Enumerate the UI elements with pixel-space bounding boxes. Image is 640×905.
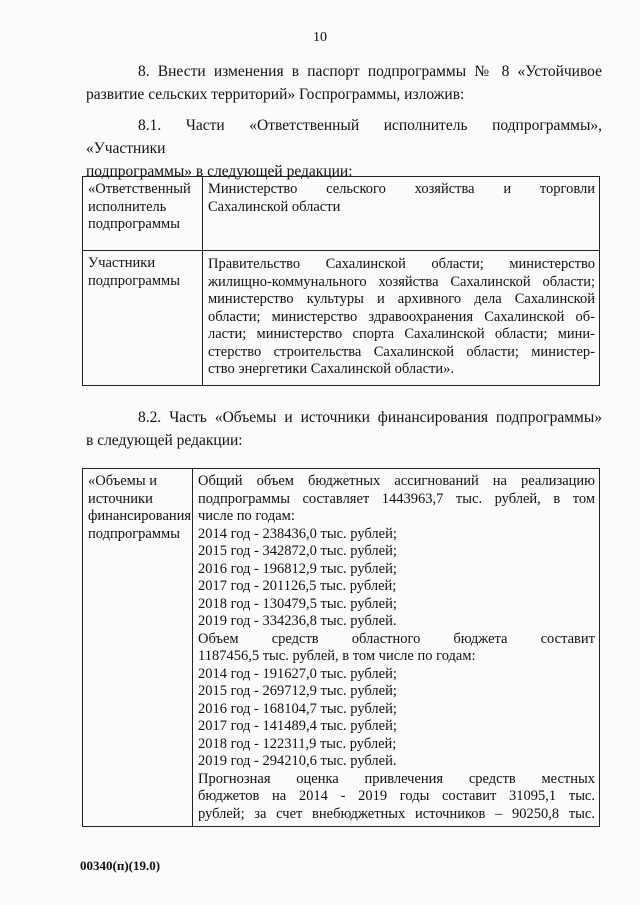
year-regional-line: 2015 год - 269712,9 тыс. рублей; <box>198 683 397 699</box>
cell-line: Общий объем бюджетных ассигнований на реализацию <box>198 473 595 489</box>
cell-line: ласти; министерство спорта Сахалинской области; мини- <box>208 326 595 342</box>
cell-line: Сахалинской области <box>208 198 341 215</box>
page-number: 10 <box>313 30 327 45</box>
year-regional-line: 2014 год - 191627,0 тыс. рублей; <box>198 665 397 682</box>
cell-line: Объем средств областного бюджета составит <box>198 630 595 647</box>
paragraph-line: 8. Внести изменения в паспорт подпрограммы № 8 «Устойчивое <box>138 63 602 80</box>
year-regional-line: 2016 год - 168104,7 тыс. рублей; <box>198 700 397 717</box>
cell-value <box>203 177 600 251</box>
cell-line: 1187456,5 тыс. рублей, в том числе по годам: <box>198 648 476 664</box>
table-row <box>83 251 600 386</box>
paragraph-line: 8.2. Часть «Объемы и источники финансирования подпрограммы» <box>138 409 602 426</box>
year-total-line: 2018 год - 130479,5 тыс. рублей; <box>198 595 397 612</box>
year-total-line: 2019 год - 334236,8 тыс. рублей. <box>198 613 397 629</box>
paragraph-line: в следующей редакции: <box>86 432 243 449</box>
cell-line: Правительство Сахалинской области; министерство <box>208 256 595 272</box>
paragraph-line: развитие сельских территорий» Госпрограммы, изложив: <box>86 86 465 103</box>
cell-line: подпрограммы составляет 1443963,7 тыс. рублей, в том <box>198 490 595 507</box>
paragraph-item-8-1 <box>86 114 602 183</box>
table-financing <box>82 468 600 827</box>
cell-label: Участники подпрограммы <box>83 251 203 386</box>
table-row <box>83 177 600 251</box>
table-row <box>83 469 600 827</box>
cell-label: «Ответственный исполнитель подпрограммы <box>83 177 203 251</box>
document-code: 00340(п)(19.0) <box>80 858 161 873</box>
cell-label: «Объемы и источники финансирования подпрограммы <box>83 469 193 827</box>
cell-line: рублей; за счет внебюджетных источников – 90250,8 тыс. <box>198 805 595 822</box>
cell-line: бюджетов на 2014 - 2019 годы составит 31095,1 тыс. <box>198 788 595 804</box>
cell-value <box>193 469 600 827</box>
cell-value <box>203 251 600 386</box>
cell-line: стерство строительства Сахалинской области; министер- <box>208 343 595 360</box>
cell-line: Прогнозная оценка привлечения средств местных <box>198 770 595 787</box>
paragraph-line: подпрограммы» в следующей редакции: <box>86 163 353 180</box>
paragraph-item-8 <box>86 60 602 106</box>
cell-line: ство энергетики Сахалинской области». <box>208 361 454 377</box>
year-total-line: 2015 год - 342872,0 тыс. рублей; <box>198 543 397 559</box>
year-regional-line: 2019 год - 294210,6 тыс. рублей. <box>198 753 397 769</box>
year-total-line: 2014 год - 238436,0 тыс. рублей; <box>198 525 397 542</box>
cell-line: Министерство сельского хозяйства и торговли <box>208 181 595 197</box>
year-regional-line: 2017 год - 141489,4 тыс. рублей; <box>198 718 397 734</box>
paragraph-line: 8.1. Части «Ответственный исполнитель подпрограммы», «Участники <box>86 117 602 157</box>
table-responsible-executor <box>82 176 600 386</box>
year-regional-line: 2018 год - 122311,9 тыс. рублей; <box>198 735 397 752</box>
cell-line: министерство культуры и архивного дела Сахалинской <box>208 291 595 307</box>
cell-line: числе по годам: <box>198 508 295 524</box>
cell-line: жилищно-коммунального хозяйства Сахалинской области; <box>208 273 595 290</box>
cell-line: области; министерство здравоохранения Сахалинской об- <box>208 308 595 325</box>
paragraph-item-8-2 <box>86 406 602 452</box>
year-total-line: 2017 год - 201126,5 тыс. рублей; <box>198 578 397 594</box>
year-total-line: 2016 год - 196812,9 тыс. рублей; <box>198 560 397 577</box>
